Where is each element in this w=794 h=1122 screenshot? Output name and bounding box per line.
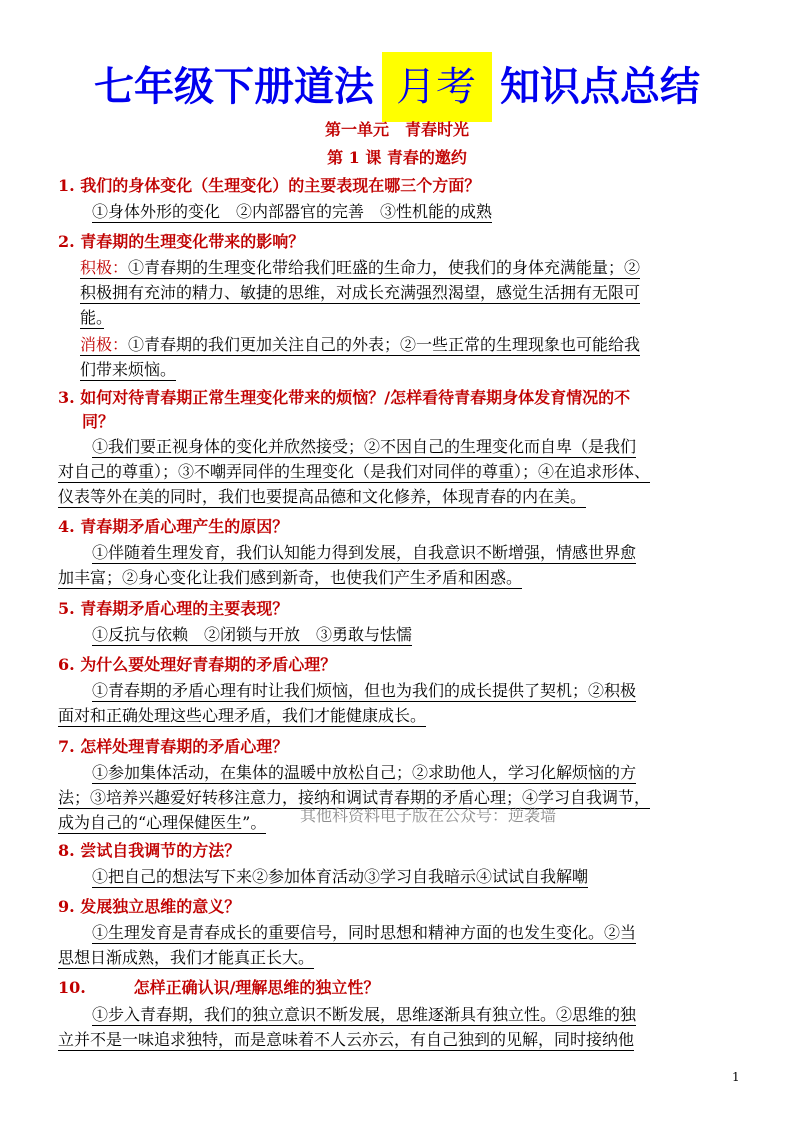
answer-line: ①反抗与依赖 ②闭锁与开放 ③勇敢与怯懦 [92, 625, 413, 644]
answer-line: ①青春期的生理变化带给我们旺盛的生命力，使我们的身体充满能量；② [128, 258, 641, 277]
lesson-heading: 第 1 课 青春的邀约 [327, 148, 467, 167]
answer-line: ①身体外形的变化 ②内部器官的完善 ③性机能的成熟 [92, 202, 493, 221]
answer-line: 仪表等外在美的同时，我们也要提高品德和文化修养，体现青春的内在美。 [58, 487, 587, 506]
question-9 [58, 894, 748, 917]
question-text-cont: 同？ [82, 412, 115, 431]
question-6 [58, 652, 748, 675]
answer-10 [58, 1002, 740, 1052]
answer-line: ①步入青春期，我们的独立意识不断发展，思维逐渐具有独立性。②思维的独 [92, 1005, 637, 1024]
answer-4 [58, 540, 740, 590]
question-1 [58, 173, 748, 196]
answer-line: ①生理发育是青春成长的重要信号，同时思想和精神方面的也发生变化。②当 [92, 923, 637, 942]
question-number: 10. [58, 978, 86, 997]
answer-line: 面对和正确处理这些心理矛盾，我们才能健康成长。 [58, 706, 427, 725]
answer-3 [58, 434, 740, 509]
question-text: 怎样处理青春期的矛盾心理？ [80, 737, 289, 756]
answer-6 [58, 678, 740, 728]
question-text: 青春期矛盾心理产生的原因？ [80, 517, 289, 536]
title-prefix: 七年级下册道法 [94, 64, 374, 110]
watermark-text: 其他科资料电子版在公众号：逆袭墙 [300, 806, 557, 825]
question-number: 5. [58, 599, 75, 618]
question-text: 青春期的生理变化带来的影响？ [80, 232, 305, 251]
answer-line: 加丰富；②身心变化让我们感到新奇，也使我们产生矛盾和困惑。 [58, 568, 523, 587]
answer-1 [92, 199, 752, 224]
question-10 [58, 975, 748, 998]
title-suffix: 知识点总结 [500, 64, 700, 110]
question-5 [58, 596, 748, 619]
answer-line: 能。 [80, 308, 105, 327]
question-number: 9. [58, 897, 75, 916]
page-number: 1 [732, 1070, 740, 1084]
question-text: 我们的身体变化（生理变化）的主要表现在哪三个方面？ [80, 176, 481, 195]
question-7 [58, 734, 748, 757]
answer-line: 积极拥有充沛的精力、敏捷的思维，对成长充满强烈渴望，感觉生活拥有无限可 [80, 283, 641, 302]
question-text: 尝试自我调节的方法？ [80, 841, 241, 860]
question-text: 如何对待青春期正常生理变化带来的烦恼？/怎样看待青春期身体发育情况的不 [80, 388, 631, 407]
unit-heading: 第一单元 青春时光 [324, 120, 469, 139]
negative-label: 消极： [80, 335, 129, 354]
page-title [0, 52, 794, 122]
answer-line: ①参加集体活动，在集体的温暖中放松自己；②求助他人，学习化解烦恼的方 [92, 763, 637, 782]
title-highlight: 月考 [382, 52, 492, 122]
question-number: 2. [58, 232, 75, 251]
question-8 [58, 838, 748, 861]
answer-9 [58, 920, 740, 970]
answer-line: 们带来烦恼。 [80, 360, 177, 379]
question-3 [58, 386, 748, 434]
question-text: 青春期矛盾心理的主要表现？ [80, 599, 289, 618]
question-text: 为什么要处理好青春期的矛盾心理？ [80, 655, 337, 674]
answer-line: 立并不是一味追求独特，而是意味着不人云亦云，有自己独到的见解，同时接纳他 [58, 1030, 635, 1049]
answer-line: ①伴随着生理发育，我们认知能力得到发展，自我意识不断增强，情感世界愈 [92, 543, 637, 562]
answer-5 [92, 622, 752, 647]
question-number: 3. [58, 388, 75, 407]
question-number: 4. [58, 517, 75, 536]
question-text: 怎样正确认识/理解思维的独立性？ [133, 978, 380, 997]
answer-line: 成为自己的“心理保健医生”。 [58, 813, 267, 832]
question-4 [58, 514, 748, 537]
answer-8 [92, 864, 752, 889]
answer-2-positive [80, 255, 740, 330]
answer-2-negative [80, 332, 740, 382]
answer-line: 对自己的尊重）；③不嘲弄同伴的生理变化（是我们对同伴的尊重）；④在追求形体、 [58, 462, 651, 481]
answer-line: 思想日渐成熟，我们才能真正长大。 [58, 948, 315, 967]
question-number: 8. [58, 841, 75, 860]
question-number: 6. [58, 655, 75, 674]
answer-line: ①青春期的矛盾心理有时让我们烦恼，但也为我们的成长提供了契机；②积极 [92, 681, 637, 700]
answer-line: ①把自己的想法写下来②参加体育活动③学习自我暗示④试试自我解嘲 [92, 867, 589, 886]
question-number: 1. [58, 176, 75, 195]
answer-line: ①青春期的我们更加关注自己的外表；②一些正常的生理现象也可能给我 [128, 335, 641, 354]
question-2 [58, 229, 748, 252]
question-text: 发展独立思维的意义？ [80, 897, 241, 916]
answer-line: ①我们要正视身体的变化并欣然接受；②不因自己的生理变化而自卑（是我们 [92, 437, 637, 456]
positive-label: 积极： [80, 258, 129, 277]
answer-line: 法；③培养兴趣爱好转移注意力，接纳和调试青春期的矛盾心理；④学习自我调节， [58, 788, 651, 807]
question-number: 7. [58, 737, 75, 756]
